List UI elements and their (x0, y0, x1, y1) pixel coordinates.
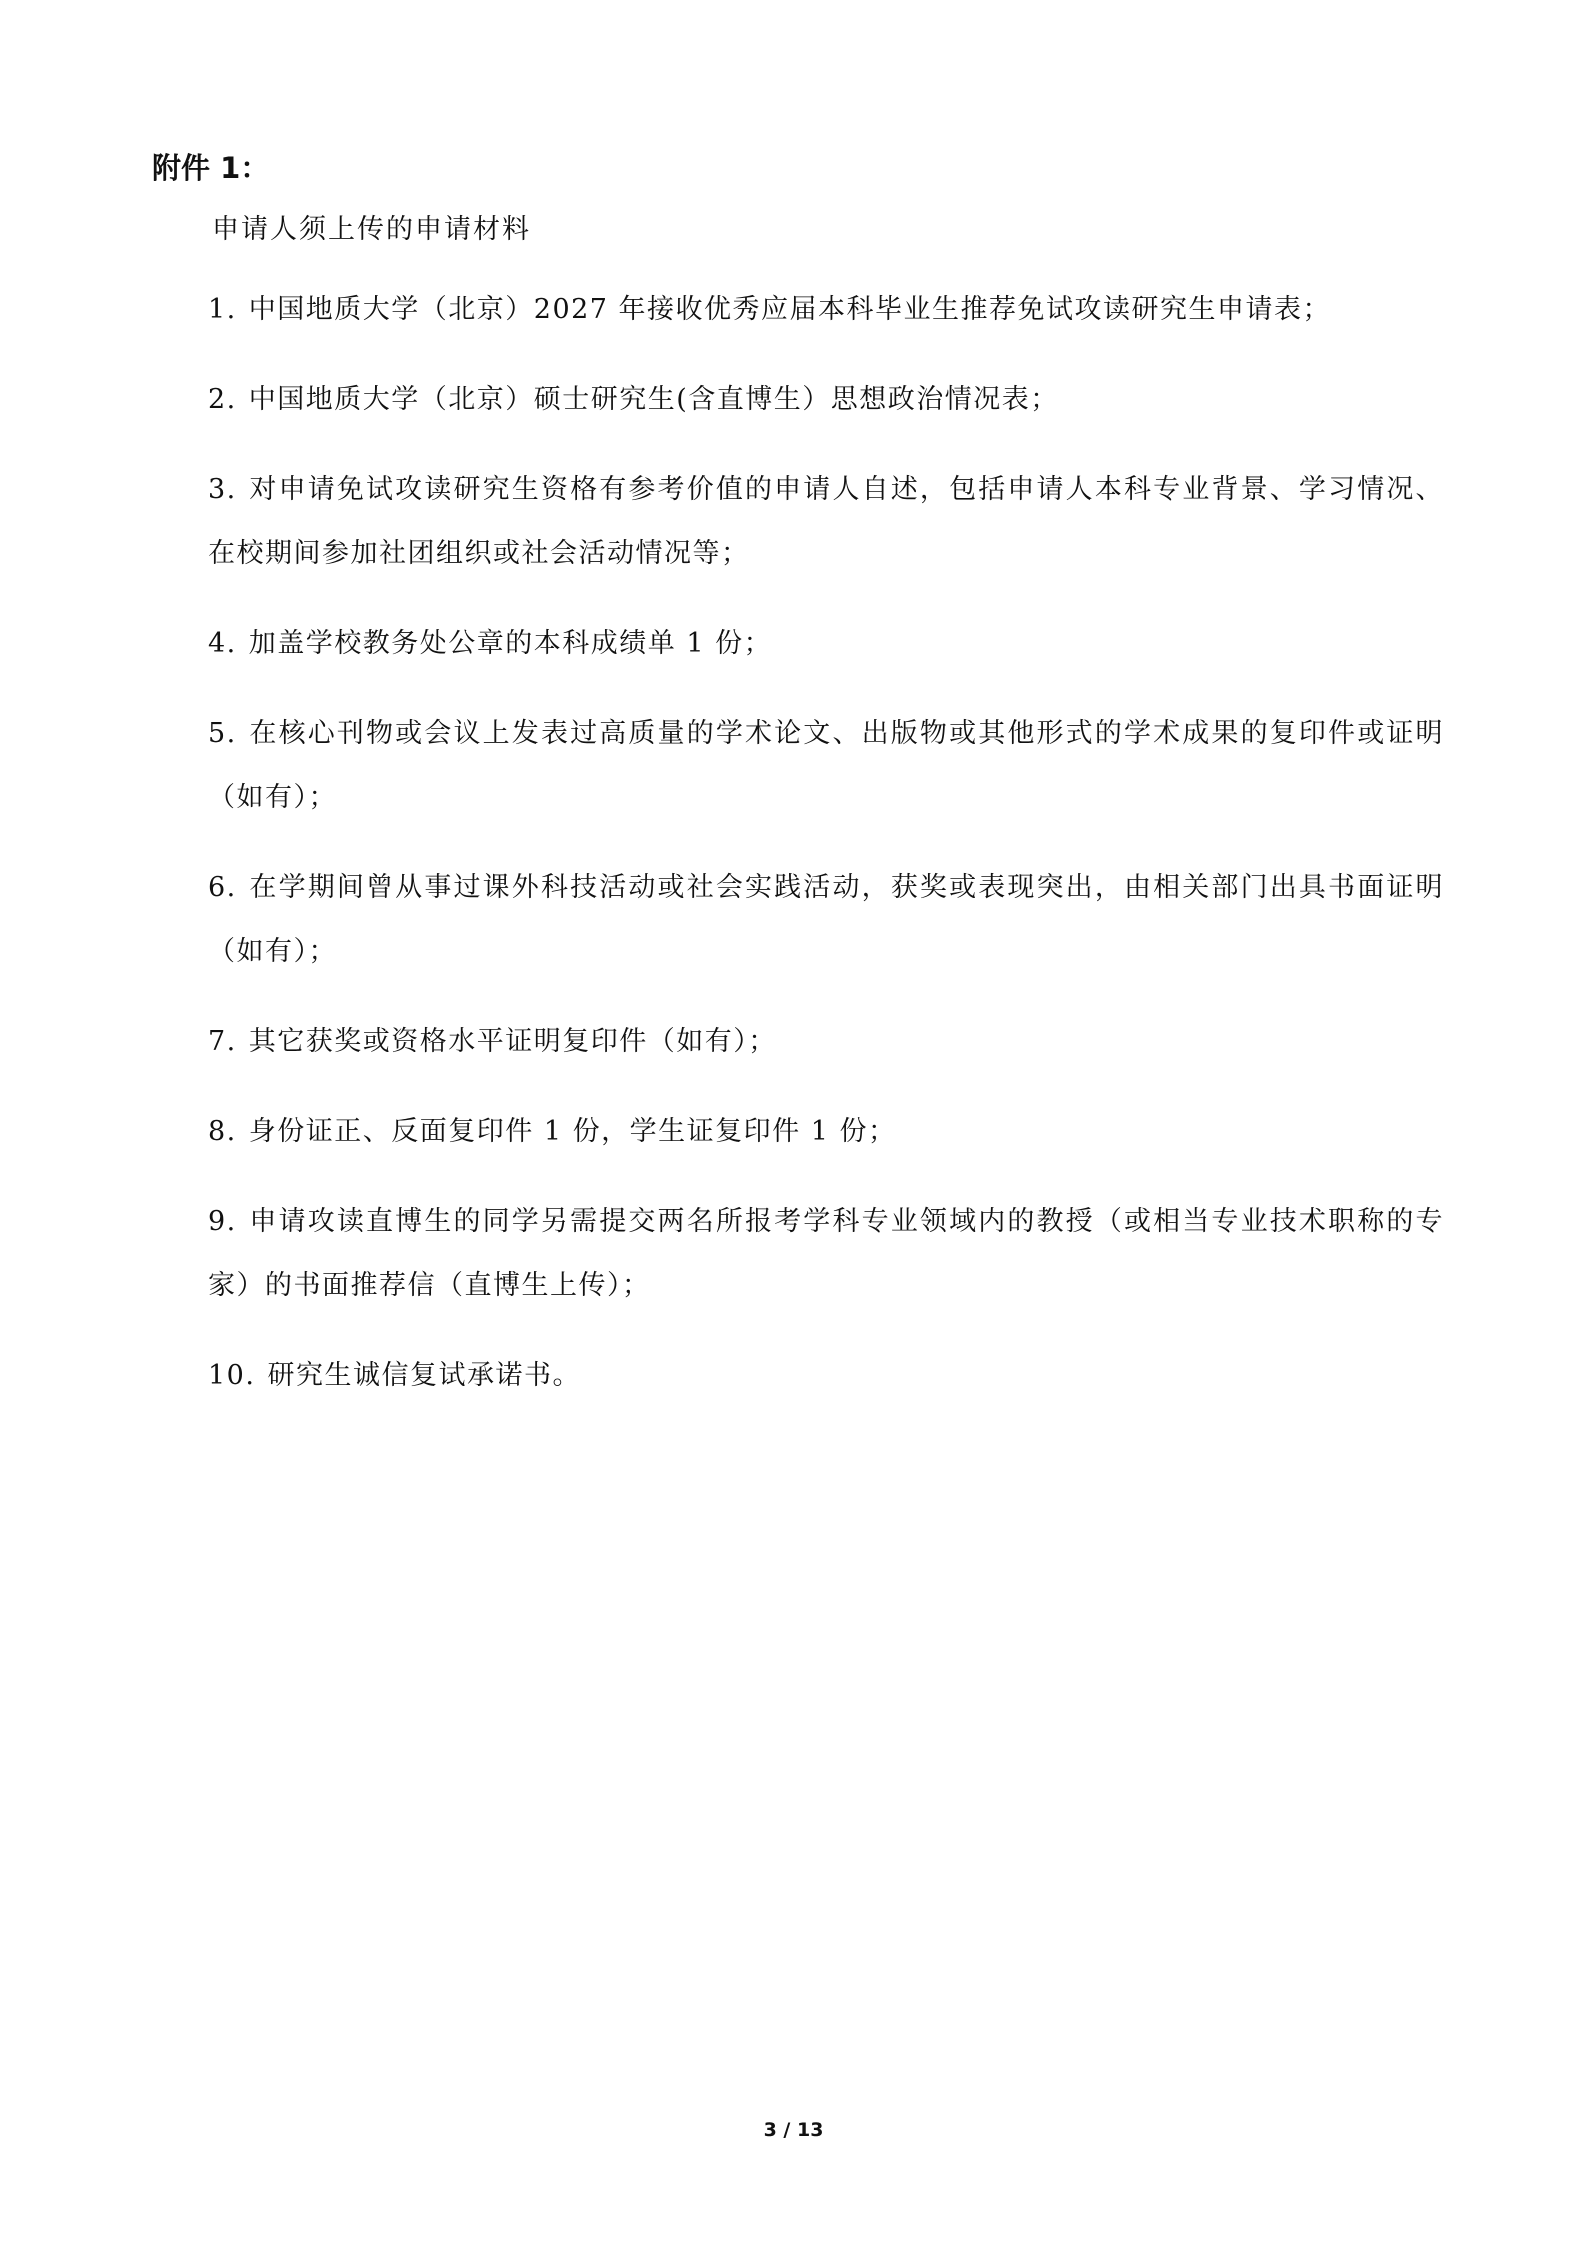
item-number: 2. (208, 384, 237, 415)
list-item (208, 1100, 1444, 1164)
item-number: 9. (208, 1206, 237, 1237)
list-item (208, 1344, 1444, 1408)
item-number: 10. (208, 1360, 256, 1391)
materials-subtitle: 申请人须上传的申请材料 (212, 214, 531, 245)
item-number: 7. (208, 1026, 237, 1057)
page-indicator: 3 / 13 (763, 2119, 824, 2141)
item-text: 中国地质大学（北京）硕士研究生(含直博生）思想政治情况表； (248, 384, 1059, 415)
materials-list (208, 278, 1444, 1434)
item-text: 在学期间曾从事过课外科技活动或社会实践活动，获奖或表现突出，由相关部门出具书面证明（如有）； (208, 872, 1444, 967)
list-item (208, 856, 1444, 984)
item-number: 4. (208, 628, 237, 659)
item-text: 研究生诚信复试承诺书。 (267, 1360, 581, 1391)
list-item (208, 612, 1444, 676)
item-text: 身份证正、反面复印件 1 份，学生证复印件 1 份； (248, 1116, 897, 1147)
item-text: 加盖学校教务处公章的本科成绩单 1 份； (248, 628, 773, 659)
list-item (208, 702, 1444, 830)
list-item (208, 458, 1444, 586)
list-item (208, 368, 1444, 432)
item-number: 8. (208, 1116, 237, 1147)
attachment-heading: 附件 1： (152, 151, 270, 185)
item-text: 对申请免试攻读研究生资格有参考价值的申请人自述，包括申请人本科专业背景、学习情况、在校期间参加社团组织或社会活动情况等； (208, 474, 1444, 569)
item-text: 在核心刊物或会议上发表过高质量的学术论文、出版物或其他形式的学术成果的复印件或证明（如有）； (208, 718, 1444, 813)
item-text: 中国地质大学（北京）2027 年接收优秀应届本科毕业生推荐免试攻读研究生申请表； (248, 294, 1332, 325)
item-number: 5. (208, 718, 237, 749)
list-item (208, 1190, 1444, 1318)
item-number: 6. (208, 872, 237, 903)
list-item (208, 1010, 1444, 1074)
item-number: 3. (208, 474, 237, 505)
list-item (208, 278, 1444, 342)
item-text: 其它获奖或资格水平证明复印件（如有）； (248, 1026, 777, 1057)
item-number: 1. (208, 294, 237, 325)
item-text: 申请攻读直博生的同学另需提交两名所报考学科专业领域内的教授（或相当专业技术职称的专家）的书面推荐信（直博生上传）； (208, 1206, 1444, 1301)
